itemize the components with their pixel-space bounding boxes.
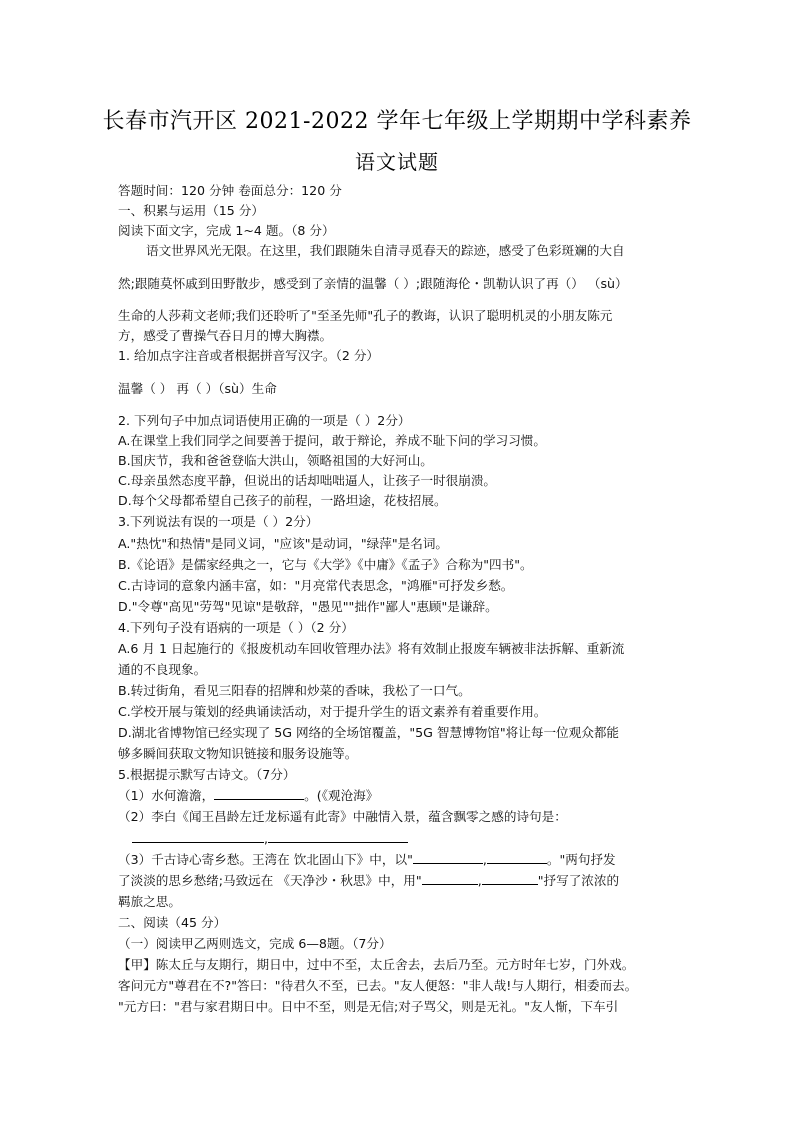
option-c: C.学校开展与策划的经典诵读活动，对于提升学生的语文素养有着重要作用。	[118, 704, 547, 719]
answer-blank[interactable]	[214, 787, 304, 800]
question-4: 4.下列句子没有语病的一项是（ ）（2 分）	[118, 620, 354, 635]
exam-info: 答题时间：120 分钟 卷面总分：120 分	[118, 183, 342, 198]
passage-line: 语文世界风光无限。在这里，我们跟随朱自清寻觅春天的踪迹，感受了色彩斑斓的大自	[146, 243, 625, 258]
question-1-answer: 温馨（ ） 再（ ）（sù）生命	[118, 381, 277, 396]
answer-blank[interactable]	[413, 851, 483, 864]
passage-line: 生命的人莎莉文老师;我们还聆听了"至圣先师"孔子的教诲，认识了聪明机灵的小朋友陈元	[118, 308, 613, 323]
blank-separator: ,	[482, 852, 487, 867]
reading-instruction: （一）阅读甲乙两则选文，完成 6—8题。（7分）	[118, 936, 392, 951]
option-d-cont: 够多瞬间获取文物知识链接和服务设施等。	[118, 746, 358, 761]
question-3: 3.下列说法有误的一项是（ ）2分）	[118, 514, 319, 529]
passage-line: 方，感受了曹操气吞日月的博大胸襟。	[118, 328, 333, 343]
poem-fill-3	[118, 851, 688, 869]
option-a-cont: 通的不良现象。	[118, 662, 207, 677]
answer-blank[interactable]	[132, 830, 264, 843]
classical-text-line: 客问元方"尊君在不?"答曰："待君久不至，已去。"友人便怒："非人哉!与人期行，相委而去。	[118, 978, 638, 993]
option-a: A.在课堂上我们同学之间要善于提问，敢于辩论，养成不耻下问的学习习惯。	[118, 433, 546, 448]
answer-blank[interactable]	[482, 872, 538, 885]
page-title: 长春市汽开区 2021-2022 学年七年级上学期期中学科素养	[102, 109, 692, 134]
blank-separator: ,	[477, 873, 482, 888]
poem-fill-4-text: 了淡淡的思乡愁绪;马致远在 《天净沙・秋思》中，用"	[118, 873, 422, 888]
option-c: C.古诗词的意象内涵丰富，如："月亮常代表思念，"鸿雁"可抒发乡愁。	[118, 578, 514, 593]
answer-blank[interactable]	[268, 830, 408, 843]
poem-fill-3-text: （3）千古诗心寄乡愁。王湾在 饮北固山下》中，以"	[118, 852, 413, 867]
option-d: D.每个父母都希望自己孩子的前程，一路坦途，花枝招展。	[118, 493, 447, 508]
poem-fill-3-tail: 。"两句抒发	[546, 852, 616, 867]
poem-fill-1	[118, 787, 688, 805]
reading-instruction: 阅读下面文字，完成 1~4 题。（8 分）	[118, 223, 335, 238]
option-a: A."热忱"和热情"是同义词，"应该"是动词，"绿萍"是名词。	[118, 536, 449, 551]
option-d: D.湖北省博物馆已经实现了 5G 网络的全场馆覆盖，"5G 智慧博物馆"将让每一位观众都能	[118, 725, 620, 740]
option-b: B.国庆节，我和爸爸登临大洪山，领略祖国的大好河山。	[118, 453, 433, 468]
poem-fill-4-cont: 羁旅之思。	[118, 894, 181, 909]
poem-fill-2-blanks	[118, 830, 688, 848]
section-heading: 一、积累与运用（15 分）	[118, 203, 264, 218]
option-b: B.转过街角，看见三阳春的招牌和炒菜的香味，我松了一口气。	[118, 683, 471, 698]
question-1: 1. 给加点字注音或者根据拼音写汉字。（2 分）	[118, 348, 380, 363]
option-a: A.6 月 1 日起施行的《报废机动车回收管理办法》将有效制止报废车辆被非法拆解、重新流	[118, 641, 625, 656]
question-2: 2. 下列句子中加点词语使用正确的一项是（ ）2分）	[118, 413, 411, 428]
page-subtitle: 语文试题	[355, 150, 439, 174]
section-heading: 二、阅读（45 分）	[118, 915, 227, 930]
poem-fill-1-source: 。(《观沧海》	[304, 788, 379, 803]
option-d: D."令尊"高见"劳驾"见谅"是敬辞，"愚见""拙作"鄙人"惠顾"是谦辞。	[118, 599, 498, 614]
question-5: 5.根据提示默写古诗文。（7分）	[118, 767, 296, 782]
classical-text-line: 【甲】陈太丘与友期行，期日中，过中不至，太丘舍去，去后乃至。元方时年七岁，门外戏。	[118, 957, 635, 972]
poem-fill-1-text: （1）水何澹澹，	[118, 788, 215, 803]
poem-fill-4-tail: "抒写了浓浓的	[537, 873, 620, 888]
poem-fill-2: （2）李白《闻王昌龄左迁龙标遥有此寄》中融情入景，蕴含飘零之感的诗句是：	[118, 809, 567, 824]
answer-blank[interactable]	[487, 851, 547, 864]
answer-blank[interactable]	[422, 872, 478, 885]
classical-text-line: "元方曰："君与家君期日中。日中不至，则是无信;对子骂父，则是无礼。"友人惭，下车引	[118, 999, 619, 1014]
blank-separator: ,	[264, 831, 269, 846]
poem-fill-4	[118, 872, 688, 890]
option-c: C.母亲虽然态度平静，但说出的话却咄咄逼人，让孩子一时很崩溃。	[118, 473, 497, 488]
option-b: B.《论语》是儒家经典之一，它与《大学》《中庸》《孟子》合称为"四书"。	[118, 557, 533, 572]
passage-line: 然;跟随莫怀戚到田野散步，感受到了亲情的温馨（ ）;跟随海伦・凯勒认识了再（） （sù）	[118, 276, 628, 291]
